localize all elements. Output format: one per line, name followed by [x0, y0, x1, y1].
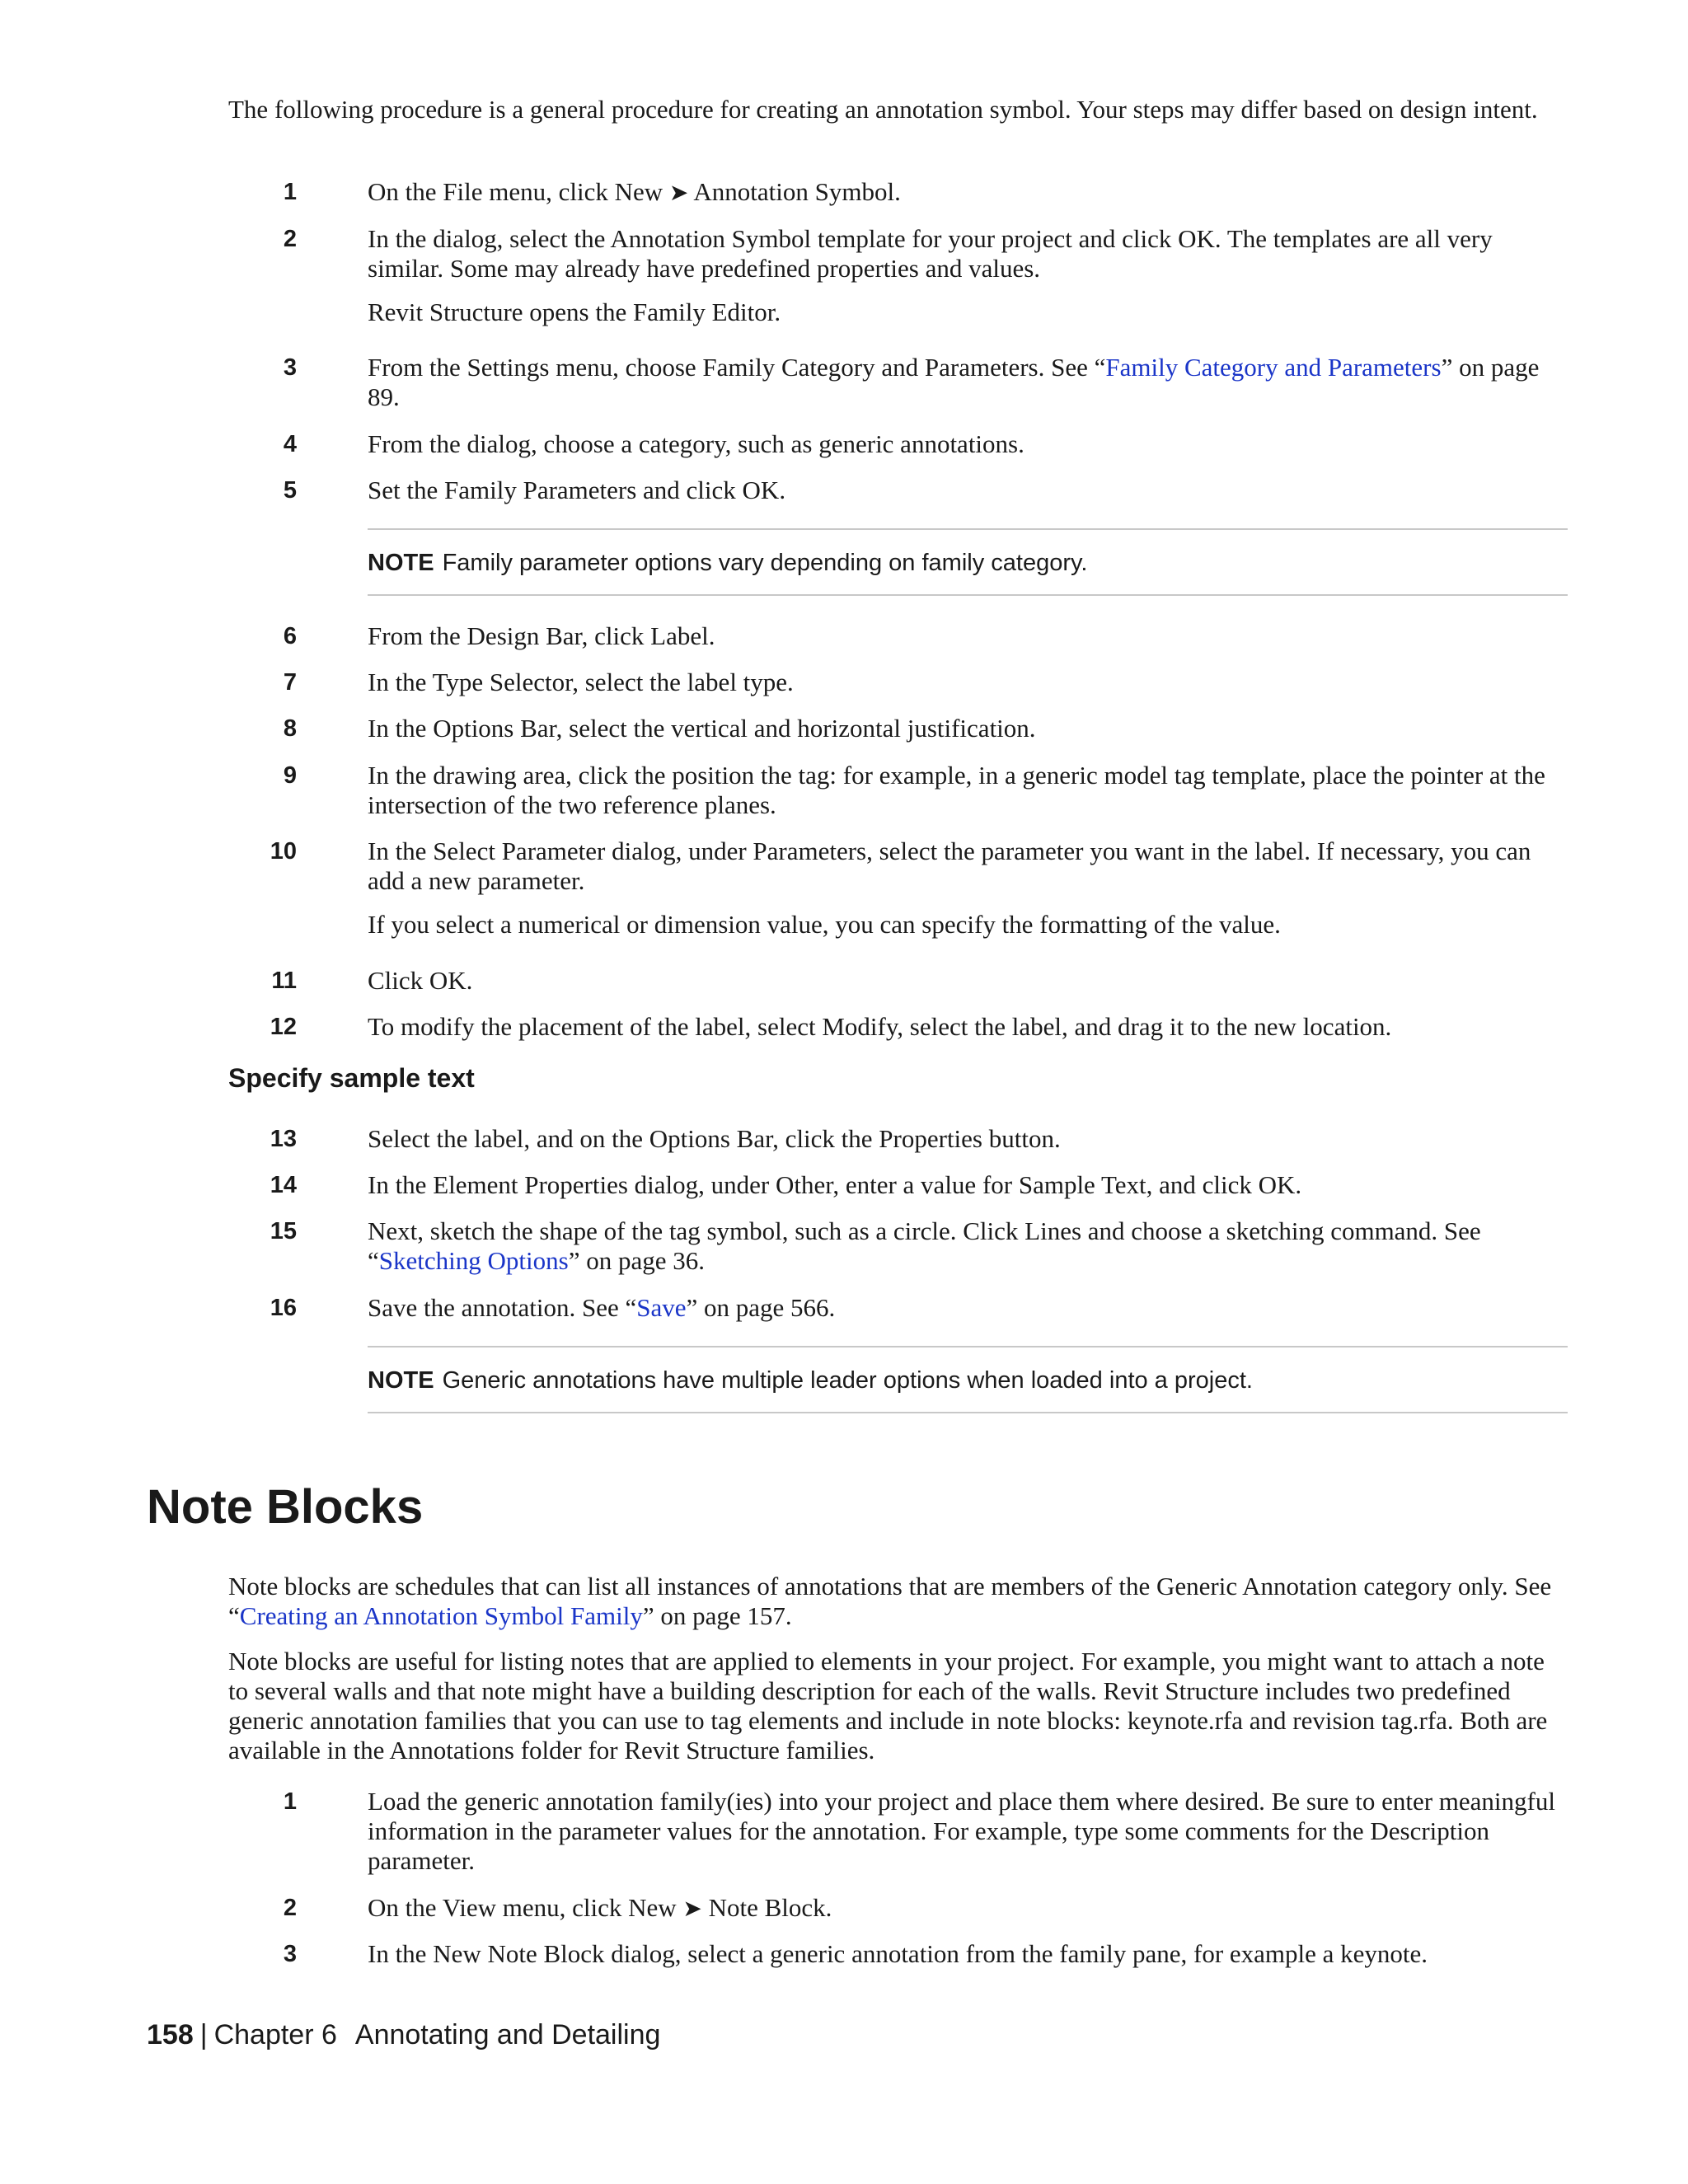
note-box [368, 528, 1568, 596]
sketching-options-link[interactable]: Sketching Options [378, 1246, 569, 1275]
step-16 [270, 1293, 1568, 1323]
step-text: From the Design Bar, click Label. [368, 621, 715, 650]
step-text: In the Type Selector, select the label type. [368, 668, 794, 696]
step-text: From the Settings menu, choose Family Category and Parameters. See “Family Category and Parameters” on page 89. [368, 353, 1540, 411]
step-8 [283, 714, 1568, 743]
step-number: 5 [283, 477, 297, 504]
step-text: In the New Note Block dialog, select a generic annotation from the family pane, for example a keynote. [368, 1939, 1428, 1968]
step-number: 2 [283, 226, 297, 252]
step-number: 2 [283, 1895, 297, 1921]
note-blocks-paragraph-1: Note blocks are schedules that can list all instances of annotations that are members of the Generic Annotation category only. See “Creating an Annotation Symbol Family” on page 157. [228, 1572, 1552, 1630]
step-number: 4 [283, 431, 297, 457]
section-title: Note Blocks [147, 1480, 424, 1534]
nb-step-3 [283, 1939, 1568, 1969]
note-box [368, 1346, 1568, 1413]
step-number: 15 [270, 1218, 297, 1244]
note-text: Family parameter options vary depending on family category. [442, 550, 1088, 576]
intro-paragraph: The following procedure is a general procedure for creating an annotation symbol. Your steps may differ based on design intent. [228, 95, 1538, 124]
step-text: In the Element Properties dialog, under Other, enter a value for Sample Text, and click OK. [368, 1170, 1302, 1199]
step-number: 11 [271, 968, 297, 994]
step-text: On the View menu, click New ➤ Note Block. [368, 1893, 832, 1922]
footer-separator: | [199, 2019, 208, 2050]
step-15 [270, 1216, 1568, 1276]
step-text: Next, sketch the shape of the tag symbol, such as a circle. Click Lines and choose a sketching command. See “Sketching Options” on page 36. [368, 1216, 1481, 1275]
step-number: 10 [270, 838, 297, 865]
step-number: 13 [270, 1126, 297, 1152]
note-text: Generic annotations have multiple leader options when loaded into a project. [442, 1367, 1253, 1394]
step-text: Save the annotation. See “Save” on page 566. [368, 1293, 836, 1322]
step-12 [270, 1012, 1568, 1042]
step-text: In the Select Parameter dialog, under Parameters, select the parameter you want in the label. If necessary, you can add a new parameter. [368, 837, 1531, 895]
step-number: 8 [283, 715, 297, 742]
step-13 [270, 1124, 1568, 1154]
step-number: 7 [283, 669, 297, 696]
step-number: 9 [283, 762, 297, 789]
step-2 [283, 224, 1568, 284]
step-text: To modify the placement of the label, select Modify, select the label, and drag it to the new location. [368, 1012, 1392, 1041]
step-3 [283, 353, 1568, 412]
step-9 [283, 761, 1568, 820]
step-5 [283, 476, 1568, 505]
step-number: 16 [270, 1295, 297, 1321]
step-10-result: If you select a numerical or dimension value, you can specify the formatting of the value. [368, 910, 1281, 939]
step-14 [270, 1170, 1568, 1200]
page-number: 158 [147, 2019, 194, 2050]
step-text: Select the label, and on the Options Bar, click the Properties button. [368, 1124, 1061, 1153]
step-7 [283, 668, 1568, 697]
menu-arrow-icon: ➤ [682, 1895, 702, 1922]
note-blocks-paragraph-2: Note blocks are useful for listing notes that are applied to elements in your project. For example, you might want to attach a note to several walls and that note might have a building description for each of the walls. Revit Structure includes two predefined generic annotation families that you can use to tag elements and include in note blocks: keynote.rfa and revision tag.rfa. Both are available in the Annotations folder for Revit Structure families. [228, 1647, 1548, 1765]
family-category-link[interactable]: Family Category and Parameters [1105, 353, 1442, 382]
page-footer [147, 2019, 660, 2051]
save-link[interactable]: Save [636, 1293, 687, 1322]
step-text: Click OK. [368, 966, 473, 995]
nb-step-1 [283, 1787, 1568, 1876]
step-2-result: Revit Structure opens the Family Editor. [368, 298, 781, 326]
step-text: In the drawing area, click the position the tag: for example, in a generic model tag template, place the pointer at the intersection of the two reference planes. [368, 761, 1545, 819]
annotation-symbol-family-link[interactable]: Creating an Annotation Symbol Family [239, 1601, 643, 1630]
step-number: 12 [270, 1014, 297, 1040]
step-text: On the File menu, click New ➤ Annotation Symbol. [368, 177, 901, 206]
menu-arrow-icon: ➤ [668, 179, 689, 206]
step-number: 1 [283, 1788, 297, 1815]
step-number: 3 [283, 354, 297, 381]
note-label: NOTE [368, 1367, 434, 1394]
note-label: NOTE [368, 550, 434, 576]
step-4 [283, 429, 1568, 459]
step-11 [271, 966, 1568, 996]
step-text: From the dialog, choose a category, such as generic annotations. [368, 429, 1025, 458]
subheading: Specify sample text [228, 1063, 475, 1093]
step-number: 14 [270, 1172, 297, 1198]
chapter-title: Annotating and Detailing [354, 2019, 661, 2050]
step-text: Load the generic annotation family(ies) into your project and place them where desired. Be sure to enter meaningful information in the parameter values for the annotation. For example, type some comments for the Description parameter. [368, 1787, 1555, 1875]
step-1 [283, 177, 1568, 208]
step-number: 1 [283, 179, 297, 205]
step-text: In the Options Bar, select the vertical and horizontal justification. [368, 714, 1036, 743]
step-number: 6 [283, 623, 297, 649]
step-10 [270, 837, 1568, 896]
step-6 [283, 621, 1568, 651]
step-text: Set the Family Parameters and click OK. [368, 476, 786, 504]
step-text: In the dialog, select the Annotation Symbol template for your project and click OK. The templates are all very similar. Some may already have predefined properties and values. [368, 224, 1493, 283]
nb-step-2 [283, 1893, 1568, 1924]
step-number: 3 [283, 1941, 297, 1967]
chapter-label: Chapter 6 [213, 2019, 337, 2050]
